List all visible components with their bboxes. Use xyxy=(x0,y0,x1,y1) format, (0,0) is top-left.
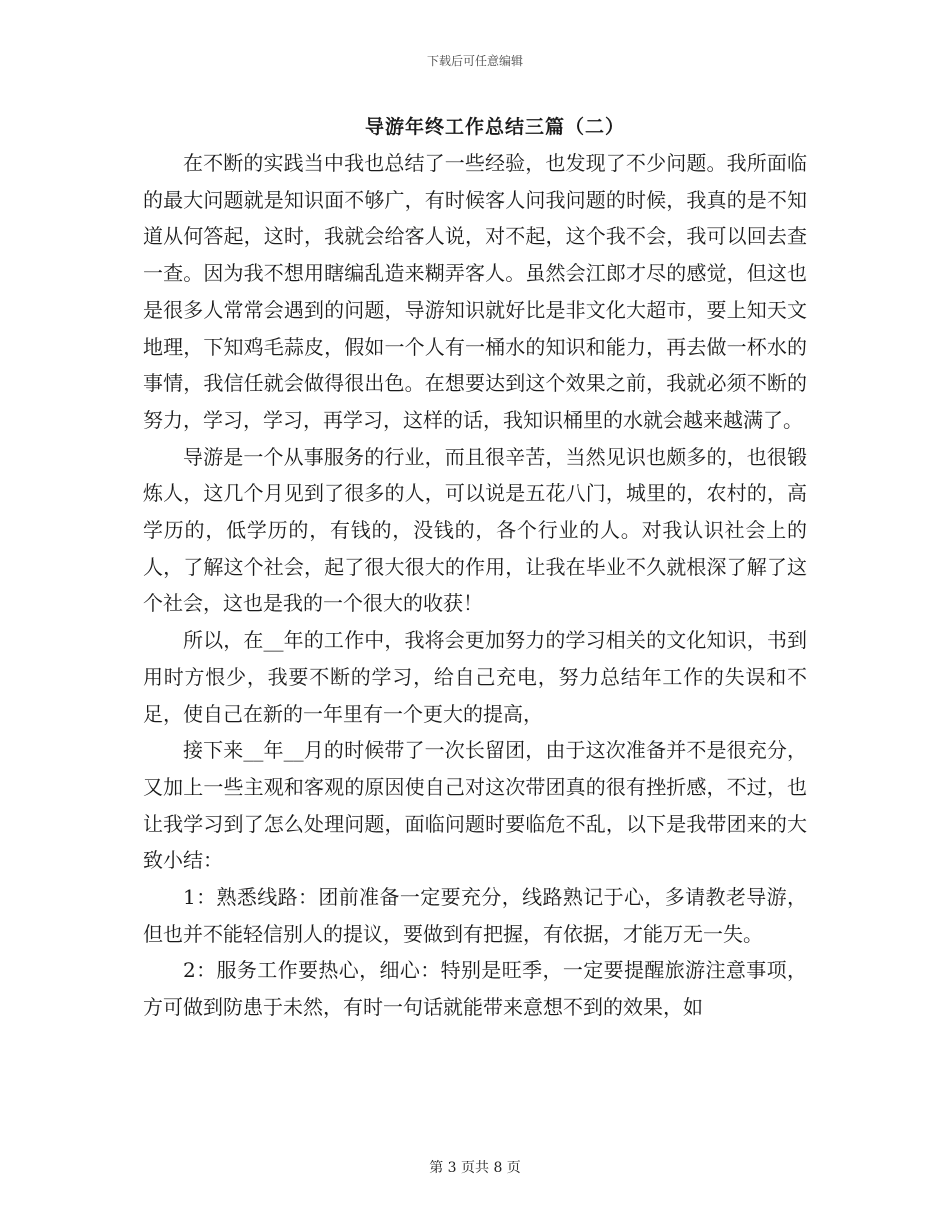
paragraph: 在不断的实践当中我也总结了一些经验，也发现了不少问题。我所面临的最大问题就是知识面不够广，有时候客人问我问题的时候，我真的是不知道从何答起，这时，我就会给客人说，对不起，这个我不会，我可以回去查一查。因为我不想用瞎编乱造来糊弄客人。虽然会江郎才尽的感觉，但这也是很多人常常会遇到的问题，导游知识就好比是非文化大超市，要上知天文地理，下知鸡毛蒜皮，假如一个人有一桶水的知识和能力，再去做一杯水的事情，我信任就会做得很出色。在想要达到这个效果之前，我就必须不断的努力，学习，学习，再学习，这样的话，我知识桶里的水就会越来越满了。 xyxy=(143,151,807,432)
document-title: 导游年终工作总结三篇（二） xyxy=(364,116,625,138)
document-body xyxy=(143,145,807,1026)
paragraph: 1：熟悉线路：团前准备一定要充分，线路熟记于心，多请教老导游，但也并不能轻信别人的提议，要做到有把握，有依据，才能万无一失。 xyxy=(143,885,807,946)
paragraph: 导游是一个从事服务的行业，而且很辛苦，当然见识也颇多的，也很锻炼人，这几个月见到了很多的人，可以说是五花八门，城里的，农村的，高学历的，低学历的，有钱的，没钱的，各个行业的人。对我认识社会上的人，了解这个社会，起了很大很大的作用，让我在毕业不久就根深了解了这个社会，这也是我的一个很大的收获！ xyxy=(143,444,807,616)
page-footer: 第 3 页共 8 页 xyxy=(429,1160,521,1176)
paragraph: 2：服务工作要热心，细心：特别是旺季，一定要提醒旅游注意事项，方可做到防患于未然，有时一句话就能带来意想不到的效果，如 xyxy=(143,958,807,1020)
paragraph: 所以，在__年的工作中，我将会更加努力的学习相关的文化知识，书到用时方恨少，我要不断的学习，给自己充电，努力总结年工作的失误和不足，使自己在新的一年里有一个更大的提高， xyxy=(143,628,807,726)
paragraph: 接下来__年__月的时候带了一次长留团，由于这次准备并不是很充分，又加上一些主观和客观的原因使自己对这次带团真的很有挫折感，不过，也让我学习到了怎么处理问题，面临问题时要临危不乱，以下是我带团来的大致小结： xyxy=(143,738,807,873)
header-note: 下载后可任意编辑 xyxy=(426,54,523,68)
